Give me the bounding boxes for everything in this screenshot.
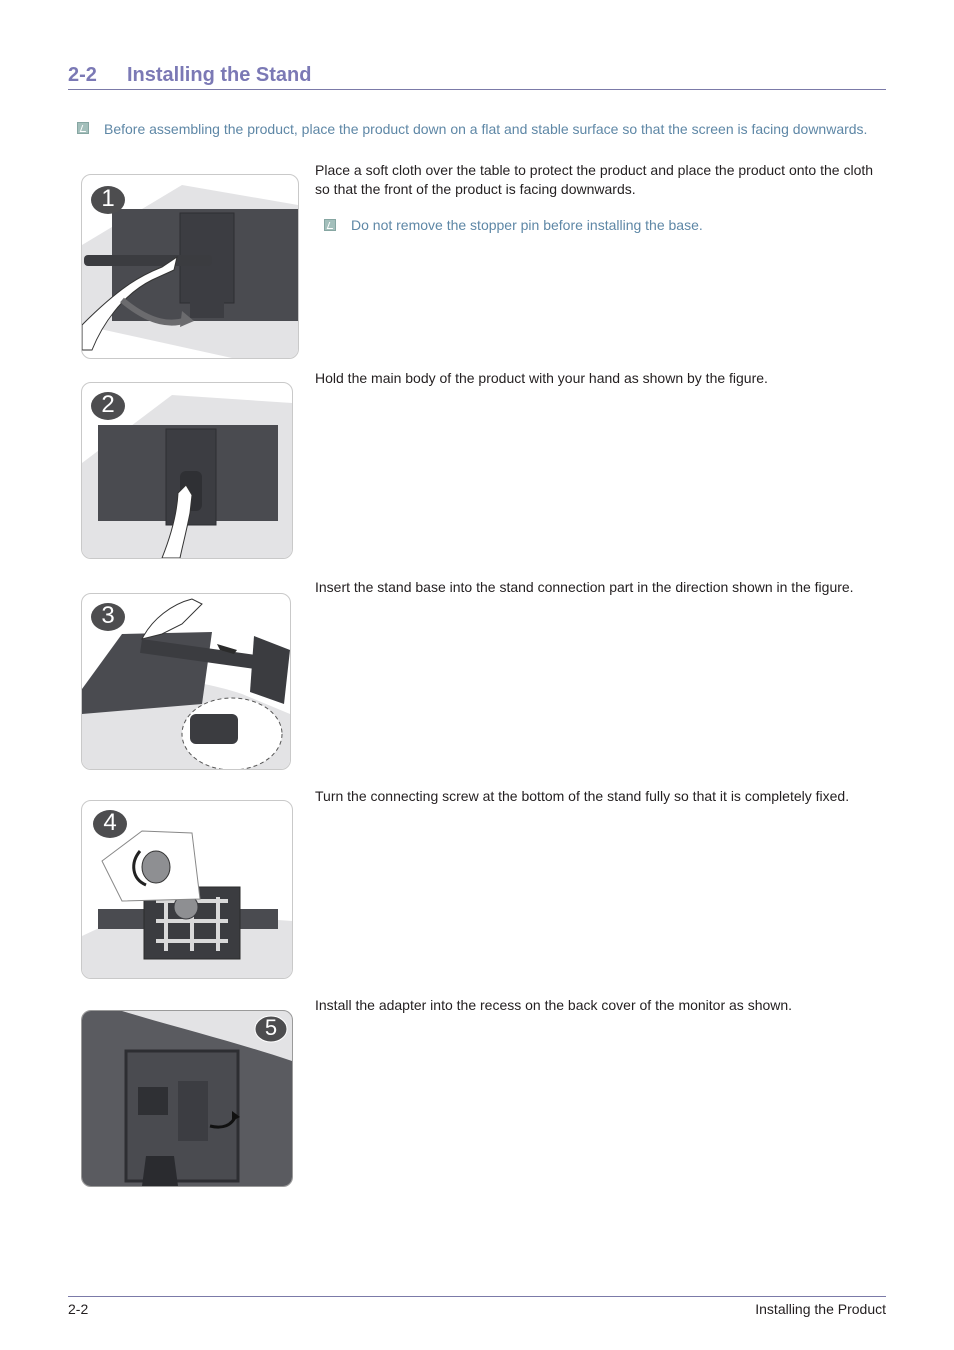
step-3-figure bbox=[81, 593, 291, 770]
step-4-figure bbox=[81, 800, 293, 979]
section-title: Installing the Stand bbox=[127, 64, 312, 86]
section-number: 2-2 bbox=[68, 64, 97, 86]
chapter-title: Installing the Product bbox=[755, 1301, 886, 1317]
step-5-text: Install the adapter into the recess on the back cover of the monitor as shown. bbox=[315, 997, 793, 1013]
step-1-figure bbox=[81, 174, 299, 359]
step-number: 1 bbox=[101, 185, 115, 212]
step-3-text: Insert the stand base into the stand connection part in the direction shown in the figure. bbox=[315, 579, 854, 595]
section-header bbox=[68, 62, 886, 90]
step-number: 3 bbox=[101, 602, 115, 629]
step-1-note: Do not remove the stopper pin before installing the base. bbox=[351, 217, 703, 233]
note-icon bbox=[77, 122, 89, 134]
page-footer bbox=[68, 1296, 886, 1317]
step-2-text: Hold the main body of the product with your hand as shown by the figure. bbox=[315, 370, 768, 386]
step-1-text: Place a soft cloth over the table to protect the product and place the product onto the cloth so that the front of the product is facing downwards. bbox=[315, 162, 874, 197]
step-number: 4 bbox=[103, 809, 117, 836]
step-4-text: Turn the connecting screw at the bottom of the stand fully so that it is completely fixed. bbox=[315, 788, 850, 804]
step-2-figure bbox=[81, 382, 293, 559]
intro-note: Before assembling the product, place the product down on a flat and stable surface so that the screen is facing downwards. bbox=[104, 121, 868, 137]
step-number: 5 bbox=[264, 1015, 278, 1040]
step-number: 2 bbox=[101, 391, 115, 418]
step-5-figure bbox=[81, 1010, 293, 1187]
note-icon bbox=[324, 219, 336, 231]
page-number: 2-2 bbox=[68, 1301, 89, 1317]
